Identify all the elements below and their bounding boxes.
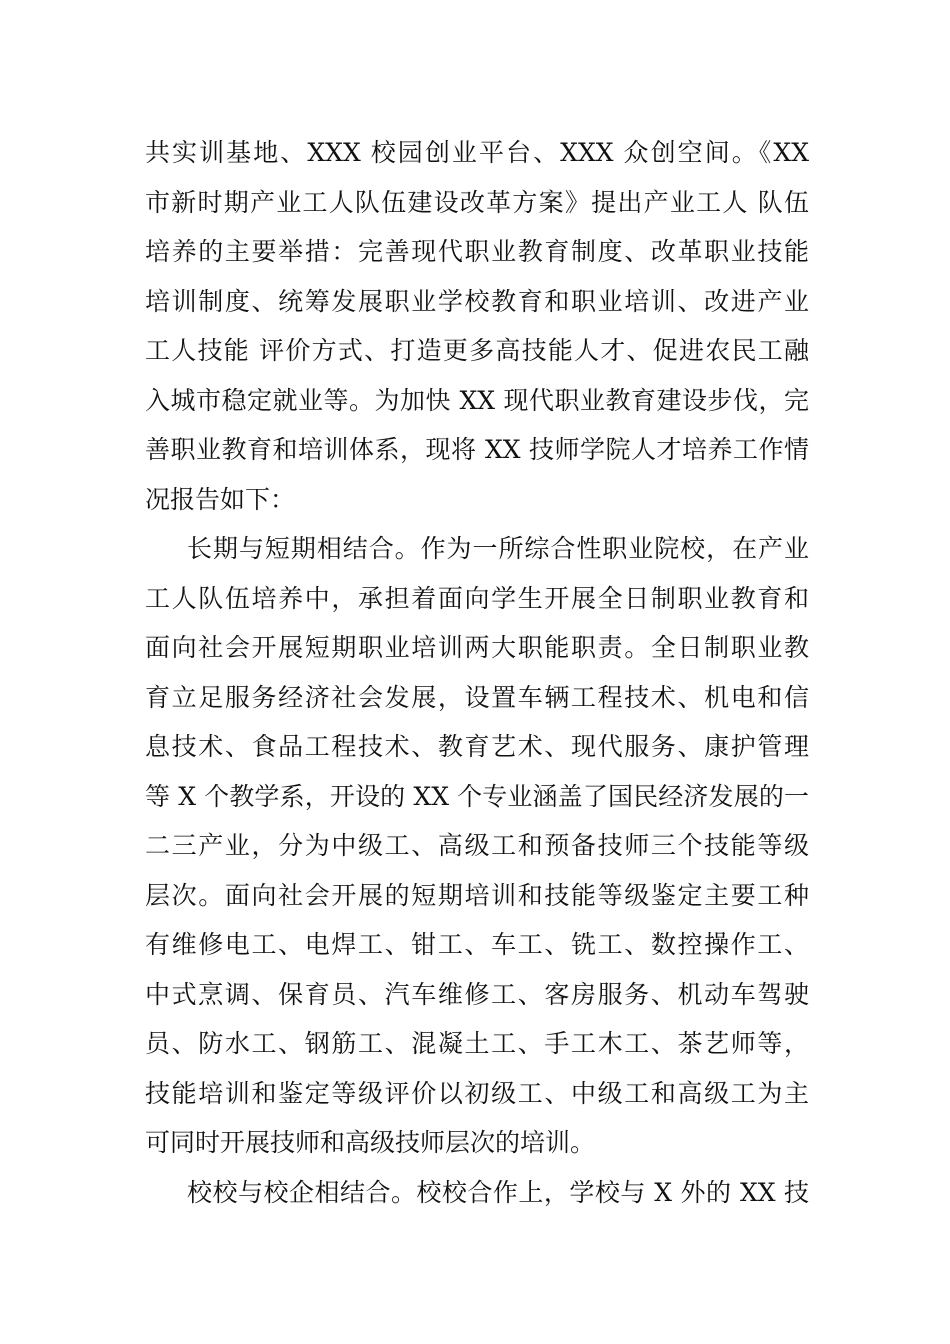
text-line: 育立足服务经济社会发展，设置车辆工程技术、机电和信 <box>145 682 809 712</box>
paragraph-1 <box>145 128 809 524</box>
text-line: 工人技能 评价方式、打造更多高技能人才、促进农民工融 <box>145 336 809 365</box>
text-line: 入城市稳定就业等。为加快 XX 现代职业教育建设步伐，完 <box>145 385 809 415</box>
document-body <box>145 128 809 1217</box>
text-line: 息技术、食品工程技术、教育艺术、现代服务、康护管理 <box>145 732 809 761</box>
text-line: 有维修电工、电焊工、钳工、车工、铣工、数控操作工、 <box>145 930 809 959</box>
text-line: 长期与短期相结合。作为一所综合性职业院校，在产业 <box>187 534 809 563</box>
text-line: 共实训基地、XXX 校园创业平台、XXX 众创空间。《XX <box>145 138 809 167</box>
text-line: 可同时开展技师和高级技师层次的培训。 <box>145 1128 596 1157</box>
text-line: 况报告如下： <box>145 484 296 514</box>
text-line: 面向社会开展短期职业培训两大职能职责。全日制职业教 <box>145 633 809 662</box>
text-line: 中式烹调、保育员、汽车维修工、客房服务、机动车驾驶 <box>145 979 809 1009</box>
text-line: 培养的主要举措：完善现代职业教育制度、改革职业技能 <box>145 237 809 266</box>
text-line: 市新时期产业工人队伍建设改革方案》提出产业工人 队伍 <box>145 187 809 217</box>
text-line: 工人队伍培养中，承担着面向学生开展全日制职业教育和 <box>145 583 809 613</box>
text-line: 善职业教育和培训体系，现将 XX 技师学院人才培养工作情 <box>145 435 809 464</box>
text-line: 员、防水工、钢筋工、混凝土工、手工木工、茶艺师等， <box>145 1029 809 1058</box>
text-line: 等 X 个教学系，开设的 XX 个专业涵盖了国民经济发展的一 <box>145 781 809 811</box>
text-line: 二三产业，分为中级工、高级工和预备技师三个技能等级 <box>145 831 809 860</box>
text-line: 校校与校企相结合。校校合作上，学校与 X 外的 XX 技 <box>187 1177 809 1207</box>
text-line: 技能培训和鉴定等级评价以初级工、中级工和高级工为主 <box>145 1078 809 1108</box>
paragraph-3 <box>145 1168 809 1218</box>
text-line: 层次。面向社会开展的短期培训和技能等级鉴定主要工种 <box>145 880 809 910</box>
text-line: 培训制度、统筹发展职业学校教育和职业培训、改进产业 <box>145 286 809 316</box>
paragraph-2 <box>145 524 809 1168</box>
